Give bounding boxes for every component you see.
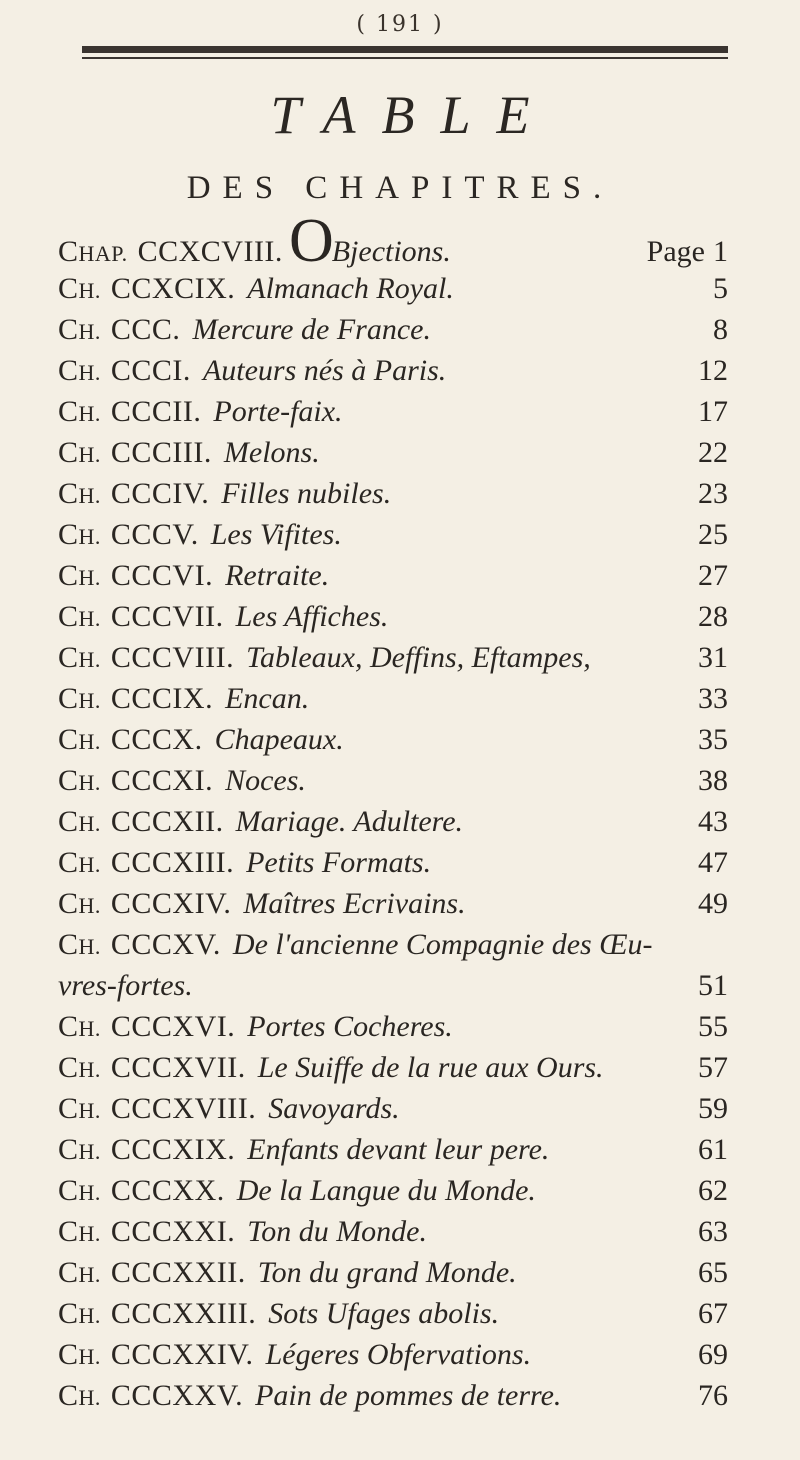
chapter-prefix: CH. [58,846,101,879]
chapter-title: Auteurs nés à Paris. [202,354,447,387]
chapter-numeral: CCC. [110,313,181,346]
chapter-title: Sots Ufages abolis. [268,1297,500,1330]
chapter-title: Noces. [225,764,306,797]
chapter-title: Les Vifites. [210,518,342,551]
toc-entry [58,1215,728,1256]
chapter-numeral: CCCXXV. [110,1379,244,1412]
chapter-numeral: CCCXIX. [110,1133,236,1166]
chapter-title: Le Suiffe de la rue aux Ours. [257,1051,604,1084]
chapter-numeral: CCCXVI. [110,1010,236,1043]
page-number: 51 [698,969,728,1002]
chapter-title: Ton du Monde. [247,1215,428,1248]
toc-entry-continuation [58,969,728,1010]
chapter-prefix: CH. [58,272,101,305]
drop-letter: O [288,207,334,275]
page-number: 47 [698,846,728,879]
chapter-numeral: CCCXVIII. [110,1092,257,1125]
chapter-prefix: CH. [58,1010,101,1043]
toc-entry-first [58,207,728,275]
chapter-numeral: CCCII. [110,395,202,428]
chapter-prefix: CH. [58,518,101,551]
chapter-prefix: CH. [58,764,101,797]
chapter-title: vres-fortes. [58,969,193,1002]
chapter-title: Les Affiches. [235,600,389,633]
page-number: 27 [698,559,728,592]
chapter-title: Mercure de France. [192,313,431,346]
toc-entry [58,928,728,969]
page-number: 1 [713,235,728,268]
toc-entry [58,436,728,477]
chapter-title: Ton du grand Monde. [257,1256,517,1289]
chapter-numeral: CCCXXIV. [110,1338,254,1371]
page-number: 49 [698,887,728,920]
chapter-numeral: CCCXV. [110,928,221,961]
page-number: 35 [698,723,728,756]
chapter-prefix: CH. [58,1051,101,1084]
chapter-numeral: CCCXI. [110,764,214,797]
chapter-numeral: CCCX. [110,723,203,756]
chapter-numeral: CCCXIII. [110,846,235,879]
chapter-numeral: CCCXXI. [110,1215,236,1248]
chapter-numeral: CCCXII. [110,805,224,838]
toc-entry [58,313,728,354]
page-number: 43 [698,805,728,838]
page-subtitle: DES CHAPITRES. [186,170,614,206]
chapter-title: De la Langue du Monde. [236,1174,536,1207]
chapter-prefix: CH. [58,1256,101,1289]
page-number: 17 [698,395,728,428]
chapter-prefix: CH. [58,805,101,838]
chapter-prefix: CH. [58,887,101,920]
page-number: 5 [713,272,728,305]
toc-entry [58,518,728,559]
toc-entry [58,1338,728,1379]
chapter-prefix: CH. [58,477,101,510]
chapter-prefix: CH. [58,723,101,756]
chapter-title: Bjections. [331,235,451,268]
chapter-numeral: CCCIX. [110,682,214,715]
toc-entry [58,846,728,887]
chapter-title: Maîtres Ecrivains. [243,887,466,920]
page-number: 23 [698,477,728,510]
chapter-title: Petits Formats. [246,846,432,879]
toc-entry [58,1051,728,1092]
toc-entry [58,1256,728,1297]
page-number: 59 [698,1092,728,1125]
chapter-prefix: CH. [58,682,101,715]
toc-entry [58,559,728,600]
toc-entry [58,600,728,641]
page-number: 61 [698,1133,728,1166]
chapter-title: Almanach Royal. [247,272,454,305]
page-number: 22 [698,436,728,469]
chapter-prefix: CH. [58,1215,101,1248]
chapter-prefix: CH. [58,928,101,961]
page-number: 33 [698,682,728,715]
toc-entry [58,395,728,436]
chapter-numeral: CCCXXIII. [110,1297,257,1330]
chapter-numeral: CCXCVIII. [137,235,283,268]
chapter-numeral: CCCVIII. [110,641,235,674]
chapter-prefix: CH. [58,313,101,346]
chapter-numeral: CCCI. [110,354,191,387]
header-rule-thick [82,46,728,53]
toc-entry [58,272,728,313]
chapter-title: Encan. [225,682,310,715]
chapter-prefix: CH. [58,1338,101,1371]
chapter-prefix: CH. [58,600,101,633]
chapter-numeral: CCCV. [110,518,199,551]
chapter-prefix: CH. [58,1092,101,1125]
chapter-prefix: CH. [58,354,101,387]
chapter-numeral: CCCIII. [110,436,212,469]
toc-entry [58,1174,728,1215]
chapter-title: Filles nubiles. [221,477,392,510]
chapter-title: Retraite. [225,559,330,592]
chapter-numeral: CCXCIX. [110,272,236,305]
chapter-numeral: CCCXXII. [110,1256,246,1289]
chapter-numeral: CCCXVII. [110,1051,246,1084]
toc-entry [58,1297,728,1338]
toc-entry [58,887,728,928]
chapter-title: Porte-faix. [213,395,343,428]
chapter-title: Savoyards. [268,1092,400,1125]
chapter-prefix: CH. [58,1174,101,1207]
chapter-title: Tableaux, Deffins, Eftampes, [246,641,591,674]
chapter-title: Melons. [223,436,320,469]
chapter-prefix: CH. [58,559,101,592]
chapter-title: De l'ancienne Compagnie des Œu- [232,928,653,961]
chapter-prefix: CH. [58,1133,101,1166]
page-number: 12 [698,354,728,387]
page-number: 57 [698,1051,728,1084]
toc-entry [58,354,728,395]
page-number: 67 [698,1297,728,1330]
chapter-title: Pain de pommes de terre. [255,1379,562,1412]
toc-entry [58,1092,728,1133]
page-number: 76 [698,1379,728,1412]
toc-entry [58,641,728,682]
chapter-numeral: CCCXIV. [110,887,232,920]
page-number: 31 [698,641,728,674]
table-of-contents [58,207,728,1420]
toc-entry [58,1010,728,1051]
page-number: 65 [698,1256,728,1289]
chapter-numeral: CCCVI. [110,559,214,592]
header-rule-thin [82,57,728,59]
page-folio: ( 191 ) [356,12,444,37]
page-number: 63 [698,1215,728,1248]
page-number: 8 [713,313,728,346]
chapter-prefix: CHAP. [58,235,128,268]
chapter-prefix: CH. [58,641,101,674]
page-label: Page [646,235,705,268]
page-title: TABLE [270,85,556,145]
toc-entry [58,805,728,846]
toc-entry [58,764,728,805]
chapter-prefix: CH. [58,436,101,469]
page-number: 38 [698,764,728,797]
page-number: 55 [698,1010,728,1043]
toc-entry [58,1379,728,1420]
page-number: 62 [698,1174,728,1207]
toc-entry [58,682,728,723]
page-number: 25 [698,518,728,551]
chapter-prefix: CH. [58,395,101,428]
toc-entry [58,477,728,518]
page-number: 69 [698,1338,728,1371]
page-number: 28 [698,600,728,633]
chapter-numeral: CCCVII. [110,600,224,633]
chapter-title: Chapeaux. [214,723,344,756]
chapter-title: Mariage. Adultere. [235,805,464,838]
chapter-prefix: CH. [58,1297,101,1330]
chapter-prefix: CH. [58,1379,101,1412]
chapter-title: Portes Cocheres. [247,1010,453,1043]
toc-entry [58,723,728,764]
chapter-title: Enfants devant leur pere. [247,1133,550,1166]
chapter-numeral: CCCXX. [110,1174,225,1207]
chapter-title: Légeres Obfervations. [265,1338,532,1371]
chapter-numeral: CCCIV. [110,477,210,510]
toc-entry [58,1133,728,1174]
